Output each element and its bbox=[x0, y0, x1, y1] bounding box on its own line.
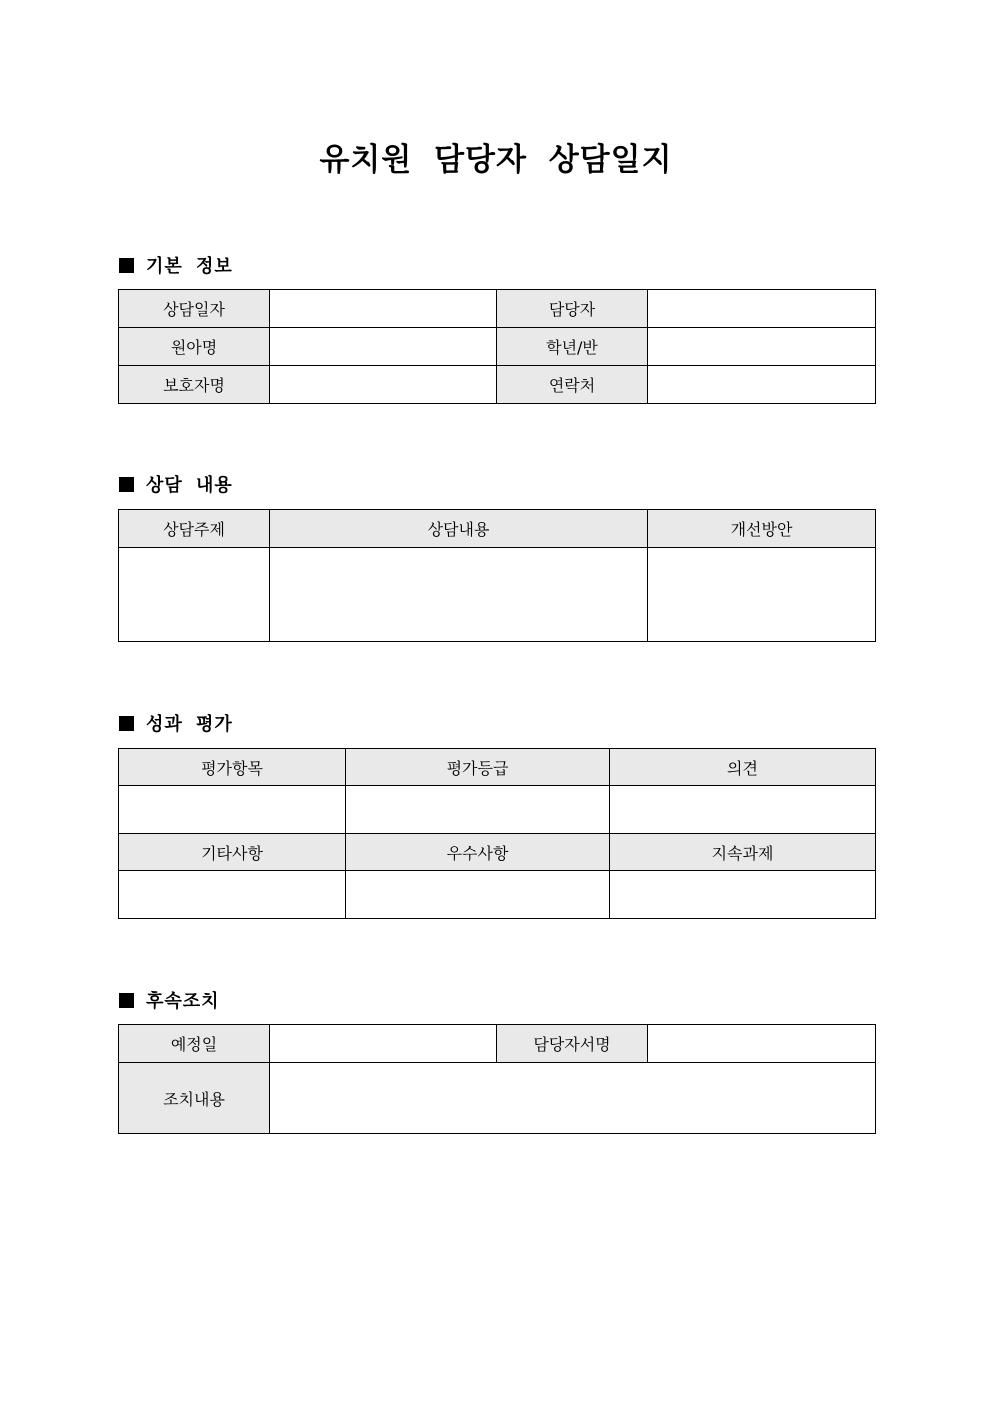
improvement-field[interactable] bbox=[648, 548, 876, 642]
square-bullet-icon bbox=[119, 716, 134, 731]
label-other-notes: 기타사항 bbox=[119, 834, 346, 871]
section-title: 상담 내용 bbox=[146, 475, 233, 496]
label-excellent-points: 우수사항 bbox=[346, 834, 610, 871]
document-title: 유치원 담당자 상담일지 bbox=[319, 142, 673, 178]
eval-item-field[interactable] bbox=[119, 786, 346, 834]
contact-field[interactable] bbox=[648, 366, 876, 404]
evaluation-table bbox=[118, 748, 876, 919]
follow-up-table bbox=[118, 1024, 876, 1134]
grade-class-field[interactable] bbox=[648, 328, 876, 366]
content-field[interactable] bbox=[270, 548, 648, 642]
label-staff: 담당자 bbox=[497, 290, 648, 328]
section-heading-basic-info bbox=[119, 252, 233, 278]
scheduled-date-field[interactable] bbox=[270, 1025, 497, 1063]
label-improvement: 개선방안 bbox=[648, 510, 876, 548]
table-row bbox=[119, 871, 876, 919]
square-bullet-icon bbox=[119, 258, 134, 273]
table-row bbox=[119, 328, 876, 366]
staff-field[interactable] bbox=[648, 290, 876, 328]
opinion-field[interactable] bbox=[610, 786, 876, 834]
excellent-points-field[interactable] bbox=[346, 871, 610, 919]
label-scheduled-date: 예정일 bbox=[119, 1025, 270, 1063]
eval-grade-field[interactable] bbox=[346, 786, 610, 834]
section-title: 기본 정보 bbox=[146, 256, 233, 277]
table-row bbox=[119, 548, 876, 642]
table-row bbox=[119, 1025, 876, 1063]
basic-info-table bbox=[118, 289, 876, 404]
table-row bbox=[119, 786, 876, 834]
child-name-field[interactable] bbox=[270, 328, 497, 366]
label-opinion: 의견 bbox=[610, 749, 876, 786]
label-child-name: 원아명 bbox=[119, 328, 270, 366]
section-title: 후속조치 bbox=[146, 991, 220, 1012]
square-bullet-icon bbox=[119, 477, 134, 492]
table-row bbox=[119, 510, 876, 548]
label-eval-item: 평가항목 bbox=[119, 749, 346, 786]
label-ongoing-tasks: 지속과제 bbox=[610, 834, 876, 871]
section-heading-counsel-content bbox=[119, 471, 233, 497]
label-counsel-date: 상담일자 bbox=[119, 290, 270, 328]
label-topic: 상담주제 bbox=[119, 510, 270, 548]
section-title: 성과 평가 bbox=[146, 714, 233, 735]
topic-field[interactable] bbox=[119, 548, 270, 642]
other-notes-field[interactable] bbox=[119, 871, 346, 919]
table-row bbox=[119, 366, 876, 404]
guardian-name-field[interactable] bbox=[270, 366, 497, 404]
label-eval-grade: 평가등급 bbox=[346, 749, 610, 786]
action-details-field[interactable] bbox=[270, 1063, 876, 1134]
label-grade-class: 학년/반 bbox=[497, 328, 648, 366]
staff-signature-field[interactable] bbox=[648, 1025, 876, 1063]
counsel-content-table bbox=[118, 509, 876, 642]
label-staff-signature: 담당자서명 bbox=[497, 1025, 648, 1063]
ongoing-tasks-field[interactable] bbox=[610, 871, 876, 919]
label-action-details: 조치내용 bbox=[119, 1063, 270, 1134]
table-row bbox=[119, 290, 876, 328]
section-heading-follow-up bbox=[119, 987, 220, 1013]
table-row bbox=[119, 1063, 876, 1134]
section-heading-evaluation bbox=[119, 710, 233, 736]
counsel-date-field[interactable] bbox=[270, 290, 497, 328]
label-contact: 연락처 bbox=[497, 366, 648, 404]
square-bullet-icon bbox=[119, 993, 134, 1008]
label-content: 상담내용 bbox=[270, 510, 648, 548]
table-row bbox=[119, 749, 876, 786]
table-row bbox=[119, 834, 876, 871]
label-guardian-name: 보호자명 bbox=[119, 366, 270, 404]
